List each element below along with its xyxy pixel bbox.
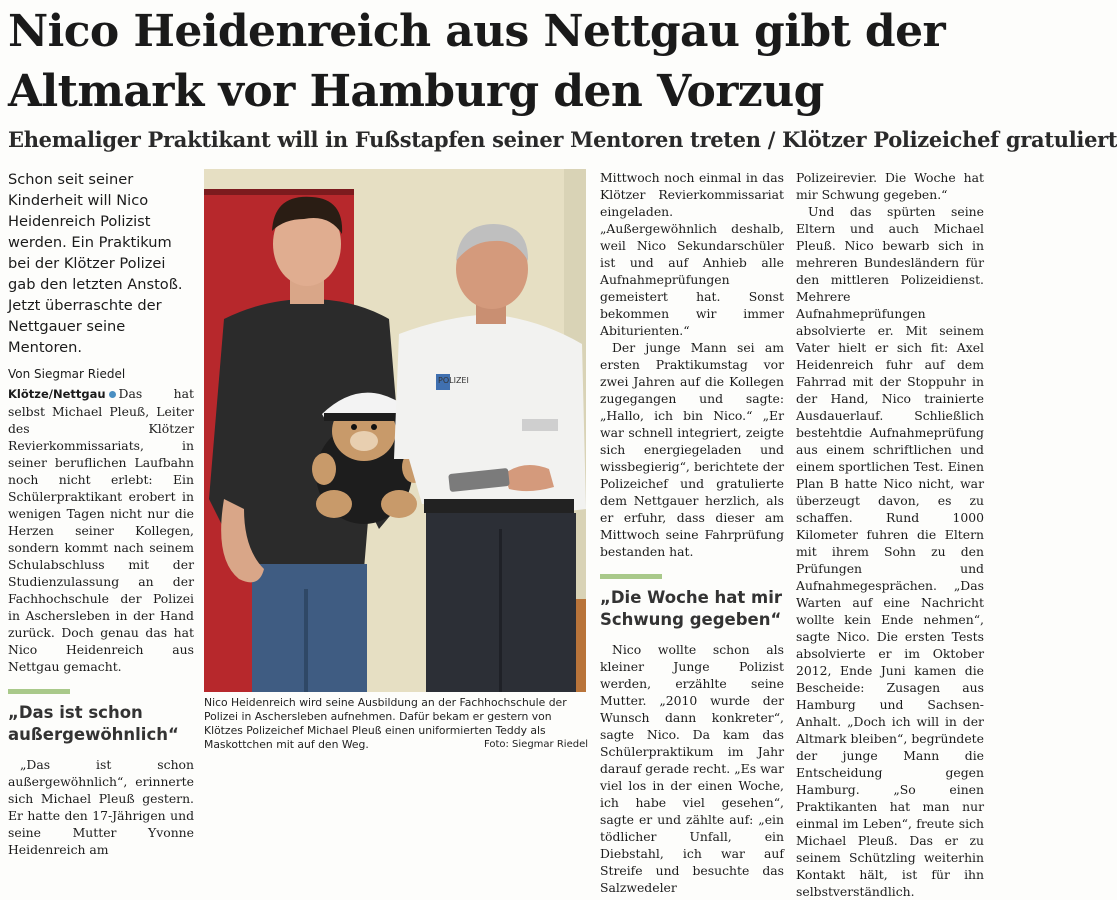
column-3 — [600, 169, 784, 896]
column-4 — [796, 169, 984, 900]
lead-paragraph: Schon seit seiner Kinderheit will Nico Heidenreich Polizist werden. Ein Praktikum bei der Klötzer Polizei gab den letzten Anstoß. Jetzt überraschte der Nettgauer seine Mentoren. — [8, 171, 183, 356]
article-photo — [204, 169, 586, 692]
interheadline-1: „Das ist schon außergewöhnlich“ — [8, 703, 179, 744]
photo-credit: Foto: Siegmar Riedel — [483, 739, 588, 750]
photo-illustration — [204, 169, 586, 692]
dateline-dot-icon — [109, 391, 116, 398]
dateline: Klötze/Nettgau — [8, 387, 106, 401]
article-headline: Nico Heidenreich aus Nettgau gibt der Altmark vor Hamburg den Vorzug — [8, 6, 946, 117]
body-paragraph: Nico wollte schon als kleiner Junge Polizist werden, erzählte seine Mutter. „2010 wurde der Wunsch dann konkreter“, sagte Nico. Da kam das Schülerpraktikum im Jahr darauf gerade recht. „Es war viel los in der einen Woche, ich habe viel gesehen“, sagte er und zählte auf: „ein tödlicher Unfall, ein Diebstahl, ich war auf Streife und besuchte das Salzwedeler — [600, 642, 784, 895]
photo-caption — [204, 696, 588, 752]
article-subheadline: Ehemaliger Praktikant will in Fußstapfen seiner Mentoren treten / Klötzer Polizeichef gratuliert — [8, 127, 1117, 152]
uniform-badge-text: POLIZEI — [438, 376, 469, 385]
body-paragraph: Der junge Mann sei am ersten Praktikumstag vor zwei Jahren auf die Kollegen zugegangen und sagte: „Hallo, ich bin Nico.“ „Er war schnell integriert, zeigte sich energiegeladen und wissbegierig“, berichtete der Polizeichef und gratulierte dem Nettgauer herzlich, als er erfuhr, dass dieser am Mittwoch seine Fahrprüfung bestanden hat. — [600, 340, 784, 559]
column-1 — [8, 169, 194, 858]
body-text: Das hat selbst Michael Pleuß, Leiter des Klötzer Revierkommissariats, in seiner beruflichen Laufbahn noch nicht erlebt: Ein Schülerpraktikant erobert in wenigen Tagen nicht nur die Herzen seiner Kollegen, sondern kommt nach seinem Schulabschluss mit der Studienzulassung an der Fachhochschule der Polizei in Aschersleben in der Hand zurück. Doch genau das hat Nico Heidenreich aus Nettgau gemacht. — [8, 386, 194, 674]
body-paragraph: „Das ist schon außergewöhnlich“, erinnerte sich Michael Pleuß gestern. Er hatte den 17-Jährigen und seine Mutter Yvonne Heidenreich am — [8, 757, 194, 857]
interheadline-2: „Die Woche hat mir Schwung gegeben“ — [600, 588, 783, 629]
body-paragraph: Und das spürten seine Eltern und auch Michael Pleuß. Nico bewarb sich in mehreren Bundesländern für den mittleren Polizeidienst. Mehrere Aufnahmeprüfungen absolvierte er. Mit seinem Vater hielt er sich fit: Axel Heidenreich fuhr auf dem Fahrrad mit der Stoppuhr in der Hand, Nico trainierte Ausdauerlauf. Schließlich bestehtdie Aufnahmeprüfung aus einem schriftlichen und einem sportlichen Test. Einen Plan B hatte Nico nicht, war überzeugt davon, es zu schaffen. Rund 1000 Kilometer fuhren die Eltern mit ihrem Sohn zu den Prüfungen und Aufnahmegesprächen. „Das Warten auf eine Nachricht wollte kein Ende nehmen“, sagte Nico. Die ersten Tests absolvierte er im Oktober 2012, Ende Juni kamen die Bescheide: Zusagen aus Hamburg und Sachsen-Anhalt. „Doch ich will in der Altmark bleiben“, begründete der junge Mann die Entscheidung gegen Hamburg. „So einen Praktikanten hat man nur einmal im Leben“, freute sich Michael Pleuß. Das er zu seinem Schützling weiterhin Kontakt hält, ist für ihn selbstverständlich. — [796, 204, 984, 899]
section-rule — [600, 574, 662, 579]
caption-text: Nico Heidenreich wird seine Ausbildung an der Fachhochschule der Polizei in Aschersleben aufnehmen. Dafür bekam er gestern von Klötzes Polizeichef Michael Pleuß einen uniformierten Teddy als Maskottchen mit auf den Weg. — [204, 696, 567, 751]
section-rule — [8, 689, 70, 694]
body-paragraph: Mittwoch noch einmal in das Klötzer Revierkommissariat eingeladen. „Außergewöhnlich deshalb, weil Nico Sekundarschüler ist und auf Anhieb alle Aufnahmeprüfungen gemeistert hat. Sonst bekommen wir immer Abiturienten.“ — [600, 170, 784, 338]
body-paragraph: Polizeirevier. Die Woche hat mir Schwung gegeben.“ — [796, 170, 984, 202]
byline: Von Siegmar Riedel — [8, 367, 126, 381]
body-paragraph — [8, 385, 194, 675]
